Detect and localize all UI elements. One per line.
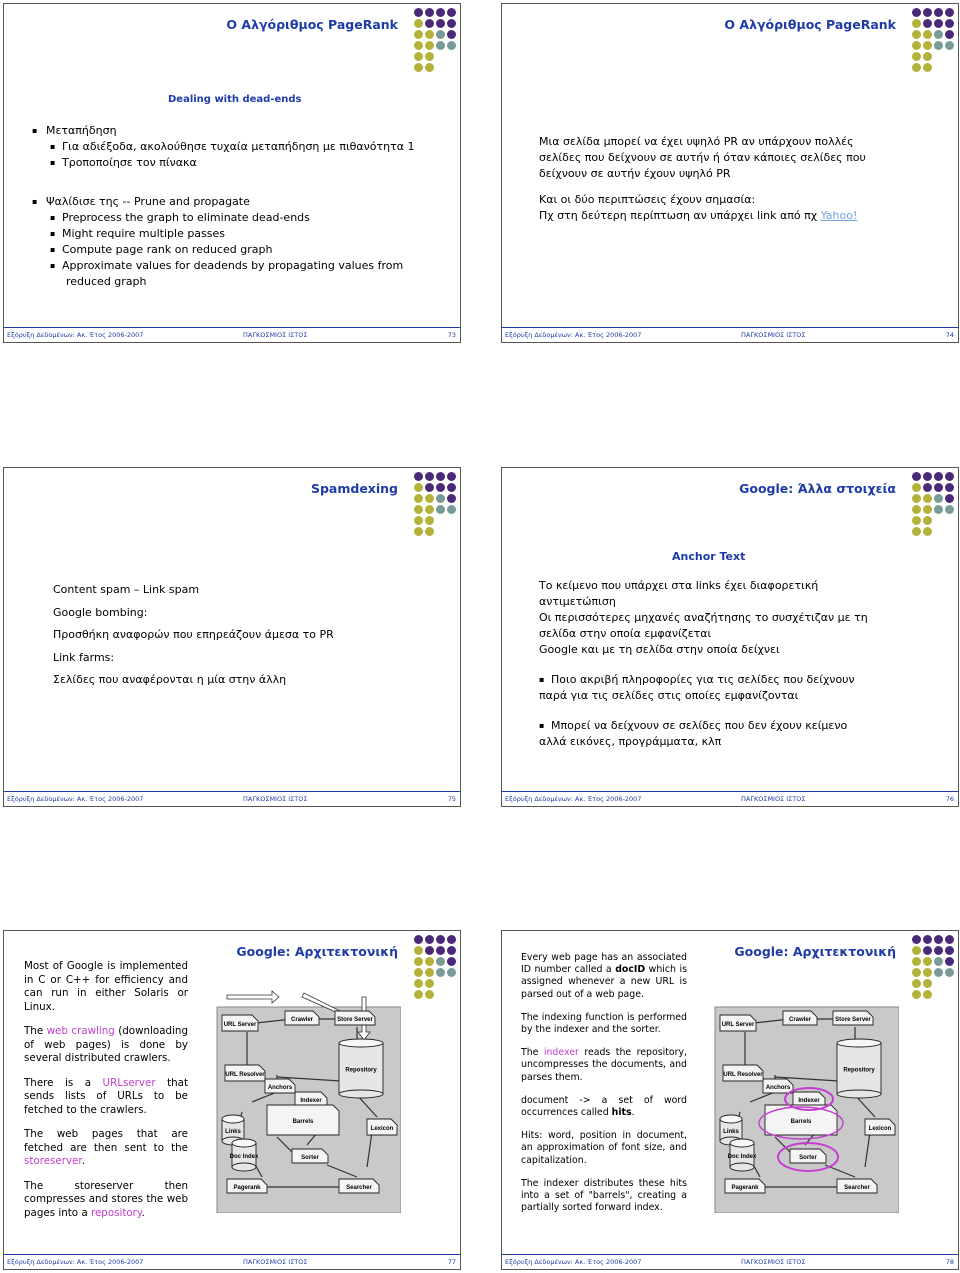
decor-dot xyxy=(425,516,434,525)
lexicon-label: Lexicon xyxy=(370,1126,394,1132)
paragraph: The indexing function is performed by the indexer and the sorter. xyxy=(521,1011,687,1036)
anchors-label: Anchors xyxy=(267,1085,293,1091)
decor-dot xyxy=(436,52,445,61)
decorative-dots xyxy=(912,472,954,536)
links-top xyxy=(222,1115,244,1123)
slide-number: 75 xyxy=(447,795,456,803)
slide-footer xyxy=(502,1254,958,1269)
decor-dot xyxy=(436,63,445,72)
decor-dot xyxy=(945,483,954,492)
decor-dot xyxy=(945,979,954,988)
slide-title: Google: Αρχιτεκτονική xyxy=(734,944,896,959)
bullet: ▪ Ψαλίδισε της -- Prune and propagate xyxy=(32,194,415,210)
decor-dot xyxy=(414,968,423,977)
decor-dot xyxy=(934,527,943,536)
text-line: Πχ στη δεύτερη περίπτωση αν υπάρχει link από πχ xyxy=(539,209,821,222)
decor-dot xyxy=(425,30,434,39)
decorative-dots xyxy=(414,472,456,536)
decor-dot xyxy=(447,527,456,536)
decor-dot xyxy=(447,19,456,28)
repository-label: Repository xyxy=(843,1067,875,1074)
bullet-continuation: παρά για τις σελίδες στις οποίες εμφανίζονται xyxy=(539,689,799,702)
bullet: ▪ Για αδιέξοδα, ακολούθησε τυχαία μεταπήδηση με πιθανότητα 1 xyxy=(32,139,415,155)
decor-dot xyxy=(945,19,954,28)
searcher-label: Searcher xyxy=(346,1185,372,1191)
decor-dot xyxy=(425,63,434,72)
slide-number: 76 xyxy=(945,795,954,803)
slide-body xyxy=(53,579,334,692)
decor-dot xyxy=(912,472,921,481)
footer-topic: ΠΑΓΚΟΣΜΙΟΣ ΙΣΤΟΣ xyxy=(741,331,806,339)
slide-73 xyxy=(3,3,461,343)
repository-top xyxy=(837,1039,881,1047)
decor-dot xyxy=(436,990,445,999)
decor-dot xyxy=(436,505,445,514)
decor-dot xyxy=(923,494,932,503)
decor-dot xyxy=(425,979,434,988)
footer-course: Εξόρυξη Δεδομένων: Ακ. Έτος 2006-2007 xyxy=(505,795,642,803)
decor-dot xyxy=(447,946,456,955)
decor-dot xyxy=(436,41,445,50)
repository-top xyxy=(339,1039,383,1047)
text-line: δείχνουν σε αυτήν έχουν υψηλό PR xyxy=(539,167,731,180)
decor-dot xyxy=(912,52,921,61)
decor-dot xyxy=(425,52,434,61)
text-line: Και οι δύο περιπτώσεις έχουν σημασία: xyxy=(539,193,756,206)
decor-dot xyxy=(425,41,434,50)
links-label: Links xyxy=(723,1129,739,1135)
decor-dot xyxy=(447,483,456,492)
decor-dot xyxy=(425,935,434,944)
text-line: σελίδα στην οποία εμφανίζεται xyxy=(539,627,712,640)
paragraph: The indexer distributes these hits into a set of "barrels", creating a partially sorted forward index. xyxy=(521,1177,687,1214)
doc-index-top xyxy=(232,1139,256,1147)
crawler-label: Crawler xyxy=(788,1017,812,1023)
decor-dot xyxy=(923,19,932,28)
decor-dot xyxy=(425,957,434,966)
decor-dot xyxy=(945,52,954,61)
footer-topic: ΠΑΓΚΟΣΜΙΟΣ ΙΣΤΟΣ xyxy=(741,795,806,803)
slide-76 xyxy=(501,467,959,807)
decor-dot xyxy=(447,30,456,39)
decor-dot xyxy=(414,505,423,514)
paragraph: Most of Google is implemented in C or C++ for efficiency and can run in either Solaris or Linux. xyxy=(24,960,188,1013)
decor-dot xyxy=(425,946,434,955)
decor-dot xyxy=(923,483,932,492)
decor-dot xyxy=(447,968,456,977)
bullet: ▪ Μεταπήδηση xyxy=(32,123,415,139)
anchors-label: Anchors xyxy=(765,1085,791,1091)
doc-index-label: Doc Index xyxy=(727,1154,757,1160)
bullet: ▪ Compute page rank on reduced graph xyxy=(32,242,415,258)
google-architecture-diagram-highlighted xyxy=(705,987,899,1213)
decor-dot xyxy=(436,946,445,955)
arrow-icon xyxy=(227,991,279,1003)
bullet: ▪ Ποιο ακριβή πληροφορίες για τις σελίδες που δείχνουν xyxy=(539,672,868,688)
decor-dot xyxy=(912,41,921,50)
paragraph: The web crawling (downloading of web pages) is done by several distributed crawlers. xyxy=(24,1025,188,1064)
repository-label: Repository xyxy=(345,1067,377,1074)
text-line: αντιμετώπιση xyxy=(539,595,616,608)
decor-dot xyxy=(436,979,445,988)
footer-course: Εξόρυξη Δεδομένων: Ακ. Έτος 2006-2007 xyxy=(505,1258,642,1266)
decor-dot xyxy=(923,935,932,944)
decor-dot xyxy=(934,19,943,28)
paragraph: There is a URLserver that sends lists of URLs to be fetched to the crawlers. xyxy=(24,1076,188,1116)
store-server-label: Store Server xyxy=(835,1017,871,1023)
decor-dot xyxy=(923,472,932,481)
decor-dot xyxy=(912,30,921,39)
slide-body xyxy=(539,578,868,750)
decor-dot xyxy=(945,527,954,536)
decor-dot xyxy=(414,8,423,17)
decor-dot xyxy=(436,494,445,503)
decor-dot xyxy=(912,483,921,492)
decor-dot xyxy=(923,8,932,17)
slide-75 xyxy=(3,467,461,807)
decor-dot xyxy=(414,30,423,39)
decor-dot xyxy=(414,483,423,492)
decor-dot xyxy=(425,527,434,536)
doc-index-bottom xyxy=(232,1163,256,1171)
decor-dot xyxy=(447,990,456,999)
slide-body xyxy=(24,960,188,1231)
slide-title: Spamdexing xyxy=(310,481,398,496)
decor-dot xyxy=(934,505,943,514)
decor-dot xyxy=(945,957,954,966)
text-line: Link farms: xyxy=(53,650,115,664)
decor-dot xyxy=(912,527,921,536)
decor-dot xyxy=(436,472,445,481)
decor-dot xyxy=(934,41,943,50)
decor-dot xyxy=(912,990,921,999)
links-label: Links xyxy=(225,1129,241,1135)
decor-dot xyxy=(923,516,932,525)
decor-dot xyxy=(945,990,954,999)
footer-topic: ΠΑΓΚΟΣΜΙΟΣ ΙΣΤΟΣ xyxy=(243,331,308,339)
decor-dot xyxy=(934,8,943,17)
decor-dot xyxy=(414,41,423,50)
decor-dot xyxy=(912,516,921,525)
decor-dot xyxy=(425,483,434,492)
sorter-label: Sorter xyxy=(799,1155,817,1161)
decor-dot xyxy=(447,979,456,988)
decor-dot xyxy=(436,30,445,39)
decor-dot xyxy=(934,483,943,492)
decor-dot xyxy=(447,935,456,944)
decor-dot xyxy=(934,63,943,72)
indexer-label: Indexer xyxy=(798,1098,820,1104)
url-server-label: URL Server xyxy=(223,1022,257,1028)
decor-dot xyxy=(425,19,434,28)
barrels-label: Barrels xyxy=(790,1119,812,1125)
decor-dot xyxy=(436,516,445,525)
decor-dot xyxy=(425,505,434,514)
decor-dot xyxy=(923,946,932,955)
decor-dot xyxy=(923,505,932,514)
url-resolver-label: URL Resolver xyxy=(723,1072,763,1078)
store-server-label: Store Server xyxy=(337,1017,373,1023)
text-line: Google bombing: xyxy=(53,605,148,619)
decorative-dots xyxy=(414,935,456,999)
text-line: Μια σελίδα μπορεί να έχει υψηλό PR αν υπάρχουν πολλές xyxy=(539,135,854,148)
decor-dot xyxy=(436,483,445,492)
decor-dot xyxy=(425,494,434,503)
slide-title: Ο Αλγόριθμος PageRank xyxy=(226,17,398,32)
paragraph: The indexer reads the repository, uncompresses the documents, and parses them. xyxy=(521,1047,687,1083)
decor-dot xyxy=(447,8,456,17)
decor-dot xyxy=(447,505,456,514)
paragraph: The storeserver then compresses and stores the web pages into a repository. xyxy=(24,1179,188,1219)
bullet: ▪ Preprocess the graph to eliminate dead-ends xyxy=(32,210,415,226)
decor-dot xyxy=(414,957,423,966)
bullet: ▪ Approximate values for deadends by propagating values from xyxy=(32,258,415,274)
decor-dot xyxy=(923,990,932,999)
slide-title: Google: Άλλα στοιχεία xyxy=(739,481,896,496)
decor-dot xyxy=(934,494,943,503)
text-line: σελίδες που δείχνουν σε αυτήν ή όταν κάποιες σελίδες που xyxy=(539,151,866,164)
links-top xyxy=(720,1115,742,1123)
decor-dot xyxy=(934,990,943,999)
url-server-label: URL Server xyxy=(721,1022,755,1028)
decor-dot xyxy=(912,946,921,955)
decor-dot xyxy=(414,52,423,61)
decor-dot xyxy=(912,8,921,17)
decor-dot xyxy=(945,41,954,50)
paragraph: Every web page has an associated ID number called a docID which is assigned whenever a new URL is parsed out of a web page. xyxy=(521,952,687,1000)
yahoo-link[interactable]: Yahoo! xyxy=(820,209,858,222)
decor-dot xyxy=(934,935,943,944)
decor-dot xyxy=(923,957,932,966)
decor-dot xyxy=(945,472,954,481)
bullet-continuation: reduced graph xyxy=(66,275,147,288)
decor-dot xyxy=(425,968,434,977)
bullet-continuation: αλλά εικόνες, προγράμματα, κλπ xyxy=(539,735,722,748)
decor-dot xyxy=(447,52,456,61)
decor-dot xyxy=(945,968,954,977)
text-line: Το κείμενο που υπάρχει στα links έχει διαφορετική xyxy=(539,579,819,592)
decor-dot xyxy=(923,527,932,536)
decor-dot xyxy=(425,8,434,17)
crawler-label: Crawler xyxy=(290,1017,314,1023)
decor-dot xyxy=(912,63,921,72)
text-line: Προσθήκη αναφορών που επηρεάζουν άμεσα το PR xyxy=(53,628,334,641)
text-line: Οι περισσότερες μηχανές αναζήτησης το συσχέτιζαν με τη xyxy=(539,611,868,624)
decor-dot xyxy=(425,990,434,999)
decor-dot xyxy=(945,505,954,514)
slide-number: 74 xyxy=(945,331,954,339)
slide-title: Google: Αρχιτεκτονική xyxy=(236,944,398,959)
decor-dot xyxy=(934,52,943,61)
repository-bottom xyxy=(339,1090,383,1098)
sorter-label: Sorter xyxy=(301,1155,319,1161)
decor-dot xyxy=(934,968,943,977)
footer-topic: ΠΑΓΚΟΣΜΙΟΣ ΙΣΤΟΣ xyxy=(243,1258,308,1266)
decor-dot xyxy=(912,968,921,977)
decor-dot xyxy=(923,979,932,988)
decor-dot xyxy=(934,979,943,988)
barrels-label: Barrels xyxy=(292,1119,314,1125)
decor-dot xyxy=(414,63,423,72)
slide-number: 77 xyxy=(447,1258,456,1266)
decor-dot xyxy=(414,472,423,481)
footer-topic: ΠΑΓΚΟΣΜΙΟΣ ΙΣΤΟΣ xyxy=(741,1258,806,1266)
decor-dot xyxy=(436,8,445,17)
decor-dot xyxy=(923,63,932,72)
paragraph: The web pages that are fetched are then sent to the storeserver. xyxy=(24,1128,188,1167)
slide-subtitle: Dealing with dead-ends xyxy=(168,94,302,105)
doc-index-bottom xyxy=(730,1163,754,1171)
decor-dot xyxy=(414,516,423,525)
decor-dot xyxy=(436,19,445,28)
decor-dot xyxy=(923,41,932,50)
slide-body xyxy=(521,952,687,1225)
text-line: Σελίδες που αναφέρονται η μία στην άλλη xyxy=(53,673,287,686)
slide-body xyxy=(32,123,415,290)
decor-dot xyxy=(414,494,423,503)
decor-dot xyxy=(436,935,445,944)
repository-bottom xyxy=(837,1090,881,1098)
decor-dot xyxy=(414,946,423,955)
decor-dot xyxy=(912,935,921,944)
footer-course: Εξόρυξη Δεδομένων: Ακ. Έτος 2006-2007 xyxy=(7,331,144,339)
decor-dot xyxy=(945,8,954,17)
slide-footer xyxy=(502,791,958,806)
decor-dot xyxy=(945,516,954,525)
decor-dot xyxy=(945,63,954,72)
decorative-dots xyxy=(912,935,954,999)
footer-course: Εξόρυξη Δεδομένων: Ακ. Έτος 2006-2007 xyxy=(7,1258,144,1266)
bullet: ▪ Μπορεί να δείχνουν σε σελίδες που δεν έχουν κείμενο xyxy=(539,718,868,734)
decor-dot xyxy=(447,957,456,966)
slide-footer xyxy=(502,327,958,342)
lexicon-label: Lexicon xyxy=(868,1126,892,1132)
decor-dot xyxy=(447,494,456,503)
decor-dot xyxy=(414,527,423,536)
paragraph: Hits: word, position in document, an approximation of font size, and capitalization. xyxy=(521,1130,687,1166)
pagerank-label: Pagerank xyxy=(233,1185,261,1191)
decor-dot xyxy=(425,472,434,481)
slide-number: 73 xyxy=(447,331,456,339)
slide-footer xyxy=(4,791,460,806)
slide-number: 78 xyxy=(945,1258,954,1266)
slide-78 xyxy=(501,930,959,1270)
doc-index-label: Doc Index xyxy=(229,1154,259,1160)
decor-dot xyxy=(934,30,943,39)
slide-body xyxy=(539,134,866,224)
pagerank-label: Pagerank xyxy=(731,1185,759,1191)
slide-77 xyxy=(3,930,461,1270)
text-line: Google και με τη σελίδα στην οποία δείχνει xyxy=(539,643,780,656)
decor-dot xyxy=(447,516,456,525)
doc-index-top xyxy=(730,1139,754,1147)
decor-dot xyxy=(945,30,954,39)
paragraph: document -> a set of word occurrences called hits. xyxy=(521,1094,687,1119)
decor-dot xyxy=(414,935,423,944)
bullet: ▪ Τροποποίησε τον πίνακα xyxy=(32,155,415,171)
slide-subtitle: Anchor Text xyxy=(672,550,746,563)
decor-dot xyxy=(923,968,932,977)
searcher-label: Searcher xyxy=(844,1185,870,1191)
url-resolver-label: URL Resolver xyxy=(225,1072,265,1078)
decor-dot xyxy=(912,979,921,988)
decor-dot xyxy=(945,946,954,955)
decor-dot xyxy=(934,472,943,481)
decor-dot xyxy=(414,990,423,999)
slide-footer xyxy=(4,327,460,342)
decor-dot xyxy=(414,19,423,28)
footer-topic: ΠΑΓΚΟΣΜΙΟΣ ΙΣΤΟΣ xyxy=(243,795,308,803)
decor-dot xyxy=(934,946,943,955)
decor-dot xyxy=(923,52,932,61)
indexer-label: Indexer xyxy=(300,1098,322,1104)
slide-title: Ο Αλγόριθμος PageRank xyxy=(724,17,896,32)
decorative-dots xyxy=(414,8,456,72)
decor-dot xyxy=(934,516,943,525)
decor-dot xyxy=(934,957,943,966)
decor-dot xyxy=(912,505,921,514)
decor-dot xyxy=(447,63,456,72)
slide-footer xyxy=(4,1254,460,1269)
decor-dot xyxy=(414,979,423,988)
decor-dot xyxy=(912,957,921,966)
footer-course: Εξόρυξη Δεδομένων: Ακ. Έτος 2006-2007 xyxy=(505,331,642,339)
decor-dot xyxy=(447,41,456,50)
decor-dot xyxy=(912,19,921,28)
decorative-dots xyxy=(912,8,954,72)
decor-dot xyxy=(945,494,954,503)
google-architecture-diagram xyxy=(207,987,401,1213)
decor-dot xyxy=(912,494,921,503)
decor-dot xyxy=(923,30,932,39)
decor-dot xyxy=(945,935,954,944)
decor-dot xyxy=(436,957,445,966)
bullet: ▪ Might require multiple passes xyxy=(32,226,415,242)
decor-dot xyxy=(447,472,456,481)
footer-course: Εξόρυξη Δεδομένων: Ακ. Έτος 2006-2007 xyxy=(7,795,144,803)
decor-dot xyxy=(436,527,445,536)
text-line: Content spam – Link spam xyxy=(53,583,200,596)
slide-74 xyxy=(501,3,959,343)
decor-dot xyxy=(436,968,445,977)
